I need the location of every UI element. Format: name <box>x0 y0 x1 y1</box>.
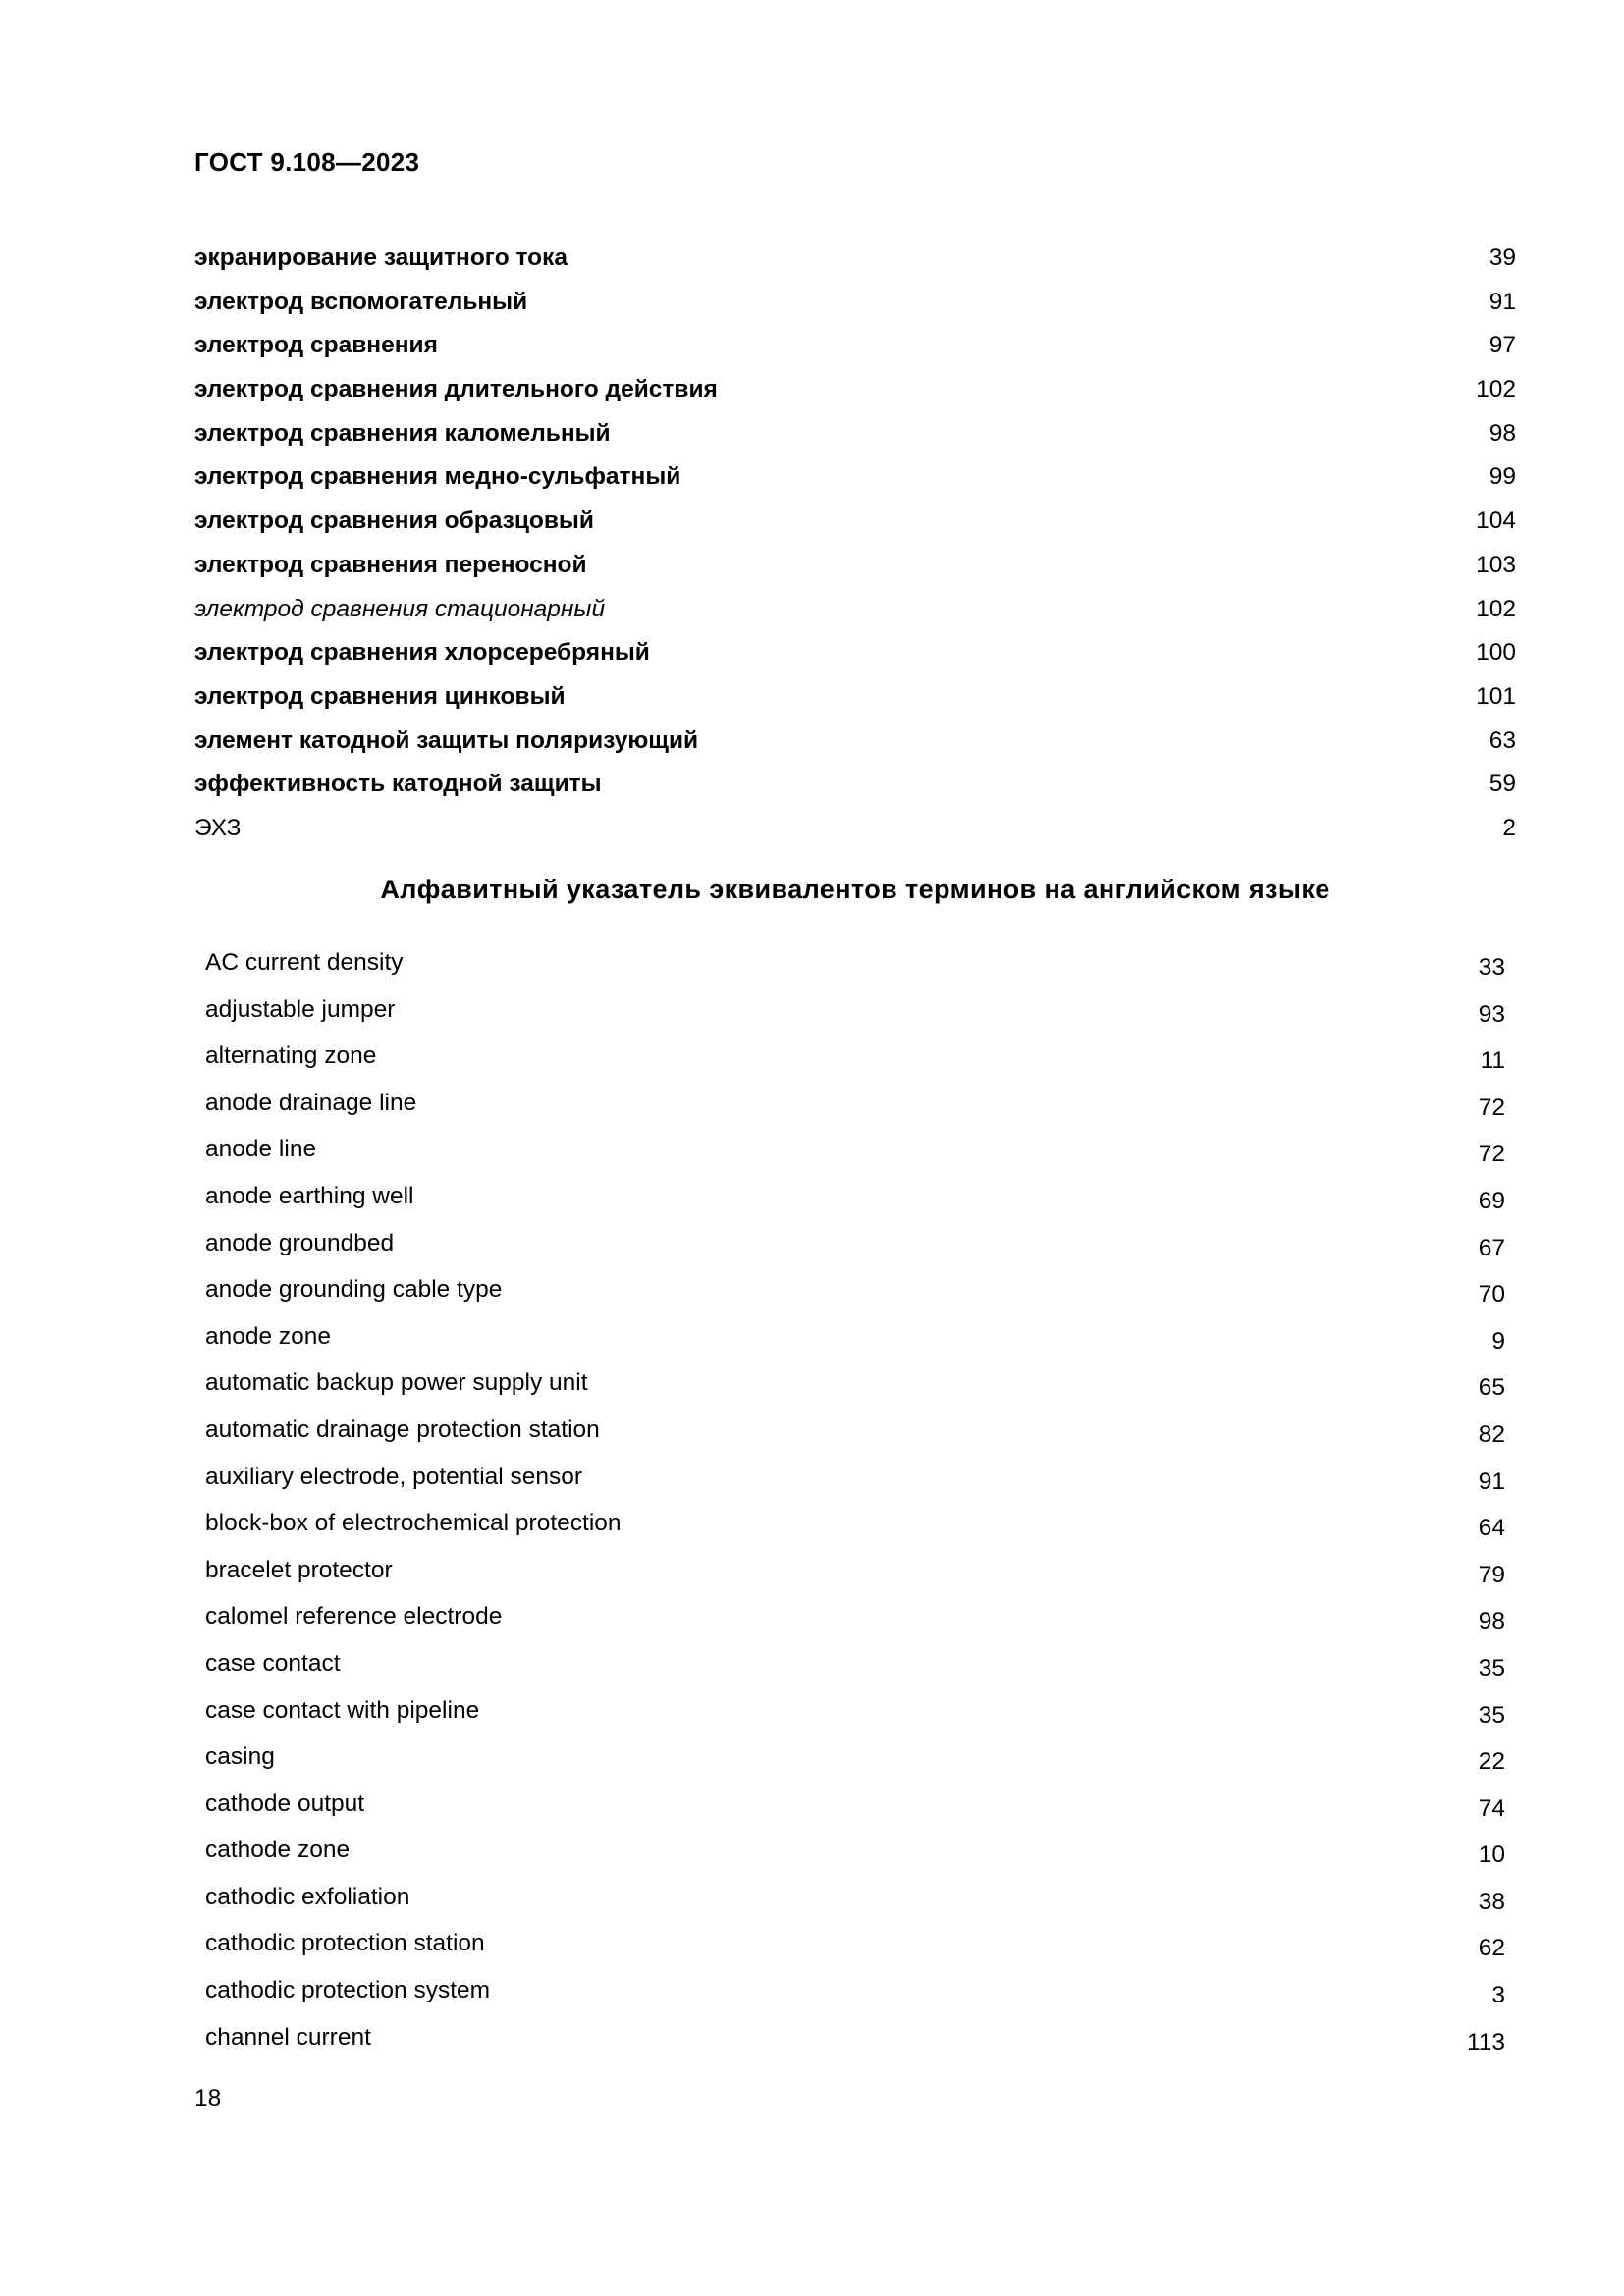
ru-index-row <box>194 763 1516 807</box>
ru-index-term: ЭХЗ <box>194 814 242 841</box>
en-index-row <box>205 1599 1505 1646</box>
ru-index-row <box>194 324 1516 368</box>
ru-index-term: эффективность катодной защиты <box>194 771 602 798</box>
en-index-term: block-box of electrochemical protection <box>205 1510 622 1537</box>
en-index-row <box>205 1272 1505 1319</box>
russian-term-index <box>194 237 1516 851</box>
ru-index-row <box>194 281 1516 325</box>
en-index-row <box>205 945 1505 992</box>
ru-index-term: электрод сравнения длительного действия <box>194 376 718 403</box>
ru-index-row <box>194 412 1516 456</box>
en-index-term: AC current density <box>205 949 404 976</box>
en-index-row <box>205 1926 1505 1973</box>
ru-index-term: электрод сравнения цинковый <box>194 682 566 710</box>
en-index-term: anode earthing well <box>205 1182 414 1209</box>
en-index-number: 22 <box>1478 1748 1505 1776</box>
en-index-row <box>205 1086 1505 1133</box>
document-header: ГОСТ 9.108—2023 <box>194 147 420 177</box>
en-index-row <box>205 1693 1505 1740</box>
ru-index-row <box>194 500 1516 544</box>
en-index-term: casing <box>205 1743 275 1771</box>
en-index-term: channel current <box>205 2023 371 2051</box>
en-index-number: 33 <box>1478 954 1505 981</box>
page-number: 18 <box>194 2085 222 2111</box>
en-index-row <box>205 1179 1505 1226</box>
en-index-row <box>205 1365 1505 1413</box>
en-index-term: cathode output <box>205 1789 365 1817</box>
ru-index-term: электрод сравнения медно-сульфатный <box>194 463 681 491</box>
ru-index-row <box>194 631 1516 675</box>
en-index-term: anode grounding cable type <box>205 1276 503 1304</box>
ru-index-number: 98 <box>1489 419 1516 447</box>
ru-index-number: 63 <box>1489 726 1516 754</box>
en-index-row <box>205 1226 1505 1273</box>
en-index-term: anode zone <box>205 1322 332 1350</box>
en-index-term: anode line <box>205 1136 317 1163</box>
ru-index-number: 100 <box>1476 639 1516 667</box>
english-term-index <box>205 945 1505 2066</box>
en-index-number: 91 <box>1478 1468 1505 1495</box>
ru-index-row <box>194 237 1516 281</box>
en-index-row <box>205 2020 1505 2067</box>
ru-index-number: 39 <box>1489 244 1516 271</box>
en-index-number: 3 <box>1491 1982 1505 2009</box>
en-index-row <box>205 1413 1505 1460</box>
ru-index-number: 104 <box>1476 507 1516 535</box>
en-index-term: cathodic exfoliation <box>205 1883 410 1910</box>
en-index-term: bracelet protector <box>205 1556 393 1583</box>
ru-index-number: 59 <box>1489 771 1516 798</box>
ru-index-row <box>194 675 1516 720</box>
section-title: Алфавитный указатель эквивалентов терминов на английском языке <box>380 875 1330 904</box>
ru-index-number: 2 <box>1502 814 1516 841</box>
en-index-number: 38 <box>1478 1888 1505 1915</box>
ru-index-row <box>194 368 1516 412</box>
en-index-number: 64 <box>1478 1515 1505 1542</box>
en-index-number: 72 <box>1478 1141 1505 1168</box>
en-index-row <box>205 1553 1505 1600</box>
en-index-number: 93 <box>1478 1000 1505 1028</box>
en-index-row <box>205 1039 1505 1086</box>
en-index-term: auxiliary electrode, potential sensor <box>205 1463 583 1490</box>
en-index-row <box>205 1319 1505 1366</box>
en-index-term: cathodic protection system <box>205 1977 491 2004</box>
en-index-term: alternating zone <box>205 1042 377 1070</box>
en-index-term: cathode zone <box>205 1837 351 1864</box>
ru-index-term: электрод сравнения хлорсеребряный <box>194 639 650 667</box>
en-index-number: 82 <box>1478 1420 1505 1448</box>
en-index-row <box>205 1506 1505 1553</box>
en-index-row <box>205 1132 1505 1179</box>
ru-index-row <box>194 720 1516 764</box>
en-index-number: 79 <box>1478 1561 1505 1588</box>
ru-index-term: электрод сравнения переносной <box>194 551 587 578</box>
en-index-number: 65 <box>1478 1374 1505 1402</box>
ru-index-number: 102 <box>1476 376 1516 403</box>
en-index-number: 9 <box>1491 1327 1505 1355</box>
en-index-term: adjustable jumper <box>205 995 396 1023</box>
en-index-number: 113 <box>1466 2028 1505 2056</box>
en-index-term: automatic drainage protection station <box>205 1415 600 1443</box>
en-index-term: automatic backup power supply unit <box>205 1369 588 1397</box>
en-index-row <box>205 1646 1505 1693</box>
en-index-number: 35 <box>1478 1701 1505 1729</box>
en-index-row <box>205 1880 1505 1927</box>
en-index-number: 62 <box>1478 1935 1505 1962</box>
ru-index-row <box>194 807 1516 851</box>
ru-index-number: 97 <box>1489 332 1516 359</box>
ru-index-term: электрод сравнения стационарный <box>194 595 606 622</box>
en-index-term: case contact <box>205 1649 341 1677</box>
en-index-number: 11 <box>1480 1047 1505 1075</box>
en-index-number: 70 <box>1478 1281 1505 1308</box>
ru-index-number: 99 <box>1489 463 1516 491</box>
en-index-term: calomel reference electrode <box>205 1603 503 1630</box>
ru-index-number: 91 <box>1489 288 1516 315</box>
en-index-row <box>205 1739 1505 1787</box>
ru-index-row <box>194 588 1516 632</box>
en-index-row <box>205 1787 1505 1834</box>
en-index-row <box>205 1973 1505 2020</box>
en-index-row <box>205 1833 1505 1880</box>
ru-index-number: 101 <box>1476 682 1516 710</box>
ru-index-term: электрод сравнения <box>194 332 438 359</box>
en-index-term: anode drainage line <box>205 1089 417 1116</box>
ru-index-row <box>194 544 1516 588</box>
en-index-number: 69 <box>1478 1187 1505 1214</box>
en-index-number: 35 <box>1478 1654 1505 1682</box>
en-index-term: anode groundbed <box>205 1229 395 1256</box>
ru-index-term: электрод сравнения каломельный <box>194 419 611 447</box>
ru-index-term: электрод сравнения образцовый <box>194 507 594 535</box>
en-index-term: cathodic protection station <box>205 1930 485 1957</box>
en-index-row <box>205 1460 1505 1507</box>
en-index-term: case contact with pipeline <box>205 1696 480 1724</box>
ru-index-term: экранирование защитного тока <box>194 244 568 271</box>
ru-index-number: 102 <box>1476 595 1516 622</box>
ru-index-term: элемент катодной защиты поляризующий <box>194 726 699 754</box>
en-index-number: 67 <box>1478 1234 1505 1261</box>
en-index-number: 72 <box>1478 1094 1505 1121</box>
ru-index-number: 103 <box>1476 551 1516 578</box>
en-index-row <box>205 992 1505 1040</box>
ru-index-term: электрод вспомогательный <box>194 288 528 315</box>
en-index-number: 10 <box>1478 1842 1505 1869</box>
en-index-number: 74 <box>1478 1794 1505 1822</box>
en-index-number: 98 <box>1478 1608 1505 1635</box>
ru-index-row <box>194 455 1516 500</box>
